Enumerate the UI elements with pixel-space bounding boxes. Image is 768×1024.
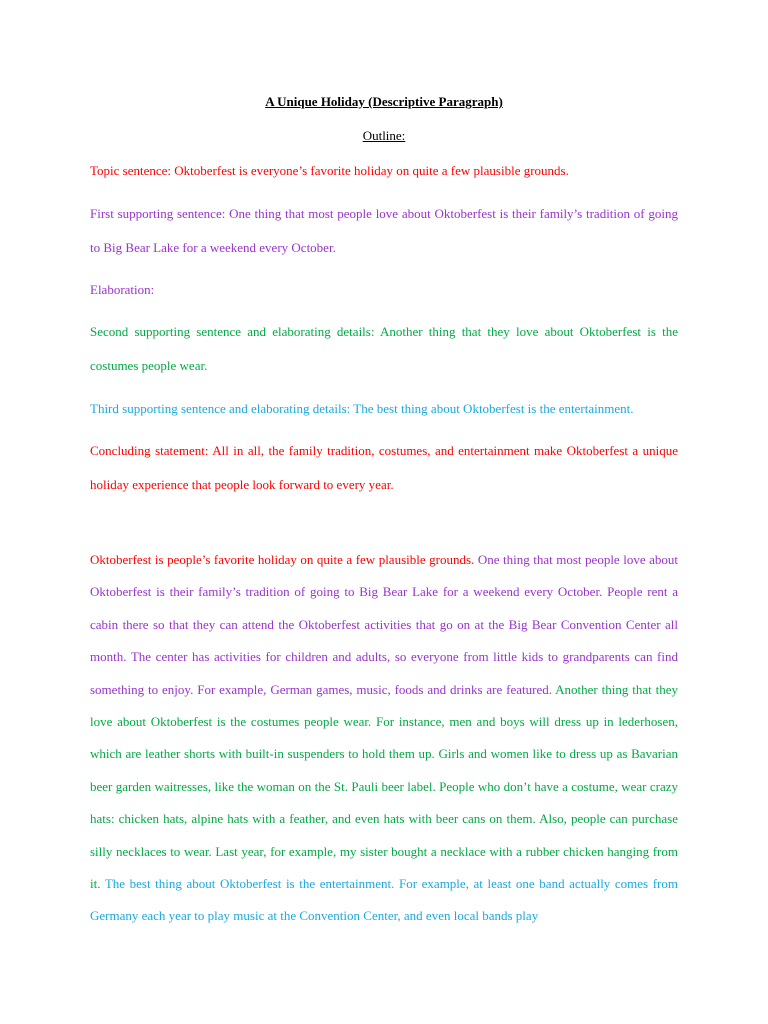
paragraph-first-support: One thing that most people love about Oktoberfest is their family’s tradition of going to Big Bear Lake for a weekend every October. People rent a cabin there so that they can attend the Oktoberfest activities that go on at the Big Bear Convention Center all month. The center has activities for children and adults, so everyone from little kids to grandparents can find something to enjoy. For example, German games, music, foods and drinks are featured.	[90, 552, 678, 697]
descriptive-paragraph	[90, 544, 678, 933]
outline-heading: Outline:	[362, 128, 406, 143]
paragraph-third-support: The best thing about Oktoberfest is the entertainment. For example, at least one band actually comes from Germany each year to play music at the Convention Center, and even local bands play	[90, 876, 678, 924]
paragraph-second-support: Another thing that they love about Oktoberfest is the costumes people wear. For instance, men and boys will dress up in lederhosen, which are leather shorts with built-in suspenders to hold them up. Girls and women like to dress up as Bavarian beer garden waitresses, like the woman on the St. Pauli beer label. People who don’t have a costume, wear crazy hats: chicken hats, alpine hats with a feather, and even hats with beer cans on them. Also, people can purchase silly necklaces to wear. Last year, for example, my sister bought a necklace with a rubber chicken hanging from it.	[90, 681, 678, 892]
outline-third-supporting: Third supporting sentence and elaborating details: The best thing about Oktoberfest is the entertainment.	[90, 401, 634, 416]
outline-topic-sentence: Topic sentence: Oktoberfest is everyone’s favorite holiday on quite a few plausible grounds.	[90, 163, 569, 178]
outline-elaboration: Elaboration:	[90, 282, 155, 297]
paragraph-topic: Oktoberfest is people’s favorite holiday on quite a few plausible grounds.	[90, 552, 478, 567]
page-title: A Unique Holiday (Descriptive Paragraph)	[265, 94, 503, 109]
outline-concluding-statement: Concluding statement: All in all, the family tradition, costumes, and entertainment make Oktoberfest a unique holiday experience that people look forward to every year.	[90, 443, 678, 492]
outline-first-supporting: First supporting sentence: One thing that most people love about Oktoberfest is their family’s tradition of going to Big Bear Lake for a weekend every October.	[90, 206, 678, 255]
outline-second-supporting: Second supporting sentence and elaborating details: Another thing that they love about Oktoberfest is the costumes people wear.	[90, 324, 678, 373]
